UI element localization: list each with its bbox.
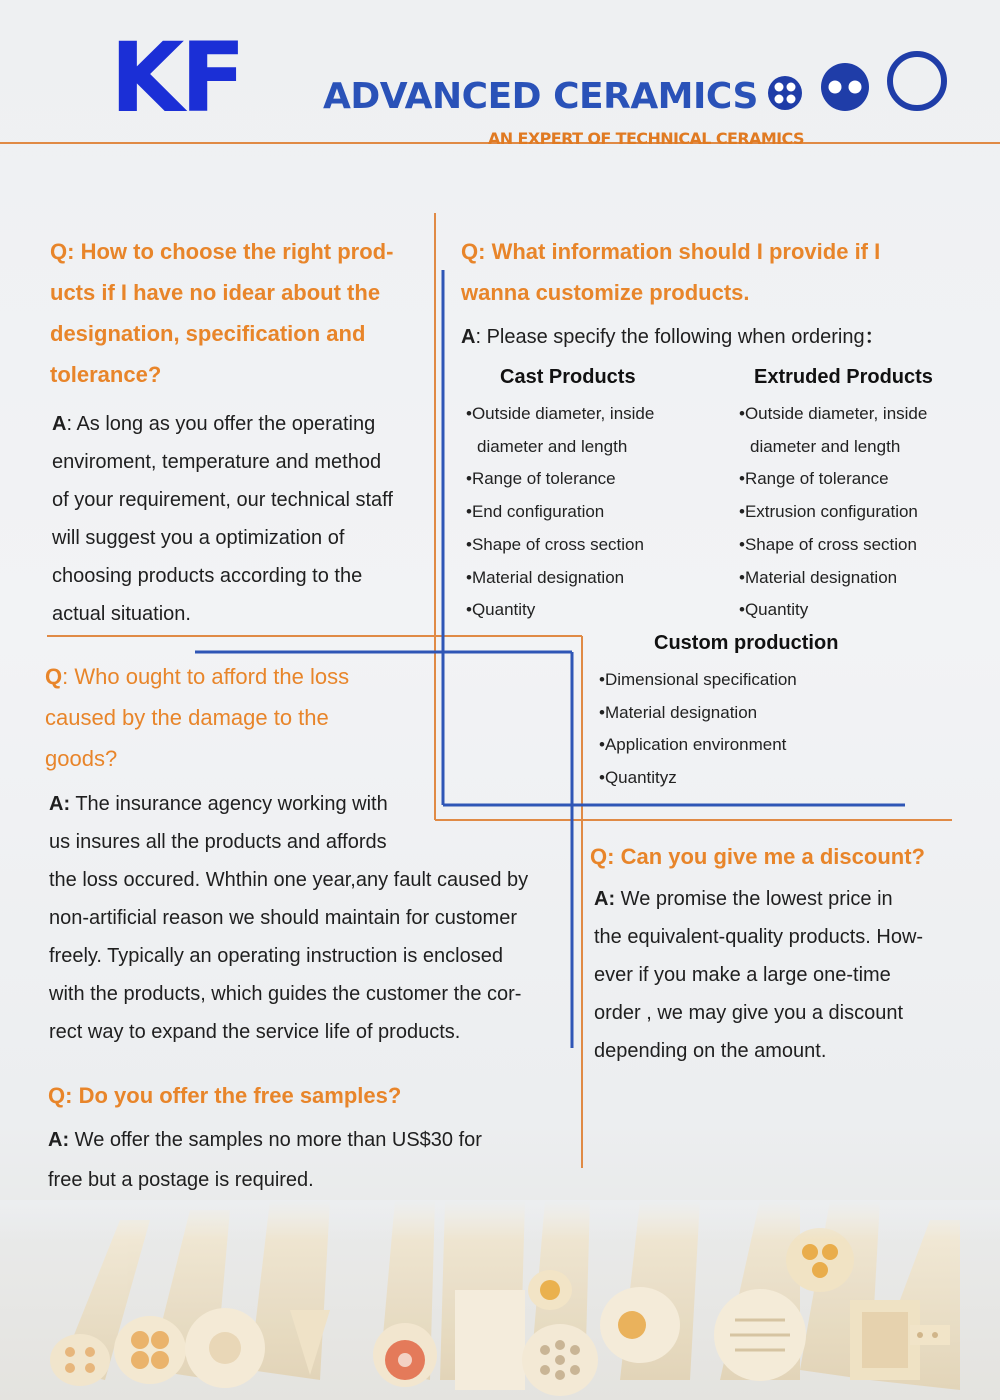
extruded-products-list — [739, 398, 927, 627]
list-item: •Quantity — [466, 600, 536, 620]
ceramic-products-photo — [0, 1200, 1000, 1400]
cast-products-title: Cast Products — [500, 366, 636, 388]
list-item: •Dimensional specification — [599, 670, 797, 689]
list-item: •Outside diameter, inside — [466, 404, 655, 423]
a-label: A — [52, 413, 67, 435]
faq-damage-loss-answer: A: The insurance agency working with us insures all the products and affords the loss occured. Whthin one year,any fault caused by non-artificial reason we should maintain for customer freely. Typically an operating instruction is enclosed with the products, which guides the customer the cor- rect way to expand the service life of products. — [49, 793, 529, 1043]
list-item: •Material designation — [599, 702, 758, 722]
extruded-products-title: Extruded Products — [754, 366, 933, 388]
brand-title: ADVANCED CERAMICS — [323, 76, 758, 117]
list-item: •Quantityz — [599, 768, 677, 788]
list-item: •Application environment — [599, 735, 787, 755]
q-label: Q — [50, 239, 68, 264]
list-item: •Material designation — [466, 567, 625, 587]
faq-customize-answer: A: Please specify the following when ordering： — [461, 326, 885, 348]
list-item: •Material designation — [739, 567, 898, 587]
faq-free-samples-answer: A: We offer the samples no more than US$30 for free but a postage is required. — [48, 1129, 482, 1191]
list-item: •Range of tolerance — [466, 469, 616, 489]
list-item: •Outside diameter, inside — [739, 404, 928, 423]
faq-customize-question: Q: What information should I provide if I wanna customize products. — [461, 239, 881, 305]
cast-products-list — [466, 398, 654, 627]
list-item: •Quantity — [739, 600, 809, 620]
faq-choose-product-answer: A: As long as you offer the operating enviroment, temperature and method of your requirement, our technical staff will suggest you a optimization of choosing products according to the actual situation. — [52, 413, 393, 625]
custom-production-title: Custom production — [654, 632, 839, 654]
list-item: •End configuration — [466, 502, 605, 522]
faq-damage-loss-question: Q: Who ought to afford the loss caused by the damage to the goods? — [45, 664, 350, 771]
list-item: •Shape of cross section — [739, 534, 917, 554]
list-item: •Shape of cross section — [466, 534, 644, 554]
faq-free-samples-question: Q: Do you offer the free samples? — [48, 1083, 402, 1108]
custom-production-list — [599, 664, 797, 795]
list-item: diameter and length — [750, 436, 901, 456]
tagline: AN EXPERT OF TECHNICAL CERAMICS — [488, 129, 804, 148]
list-item: diameter and length — [477, 436, 628, 456]
list-item: •Range of tolerance — [739, 469, 889, 489]
faq-discount-answer: A: We promise the lowest price in the equivalent-quality products. How- ever if you make a large one-time order , we may give you a discount depending on the amount. — [594, 888, 924, 1062]
faq-discount-question: Q: Can you give me a discount? — [590, 844, 925, 869]
kf-logo: KF — [110, 22, 242, 134]
list-item: •Extrusion configuration — [739, 502, 918, 522]
faq-choose-product-question: Q: How to choose the right prod- ucts if I have no idear about the designation, specification and tolerance? — [50, 239, 394, 387]
